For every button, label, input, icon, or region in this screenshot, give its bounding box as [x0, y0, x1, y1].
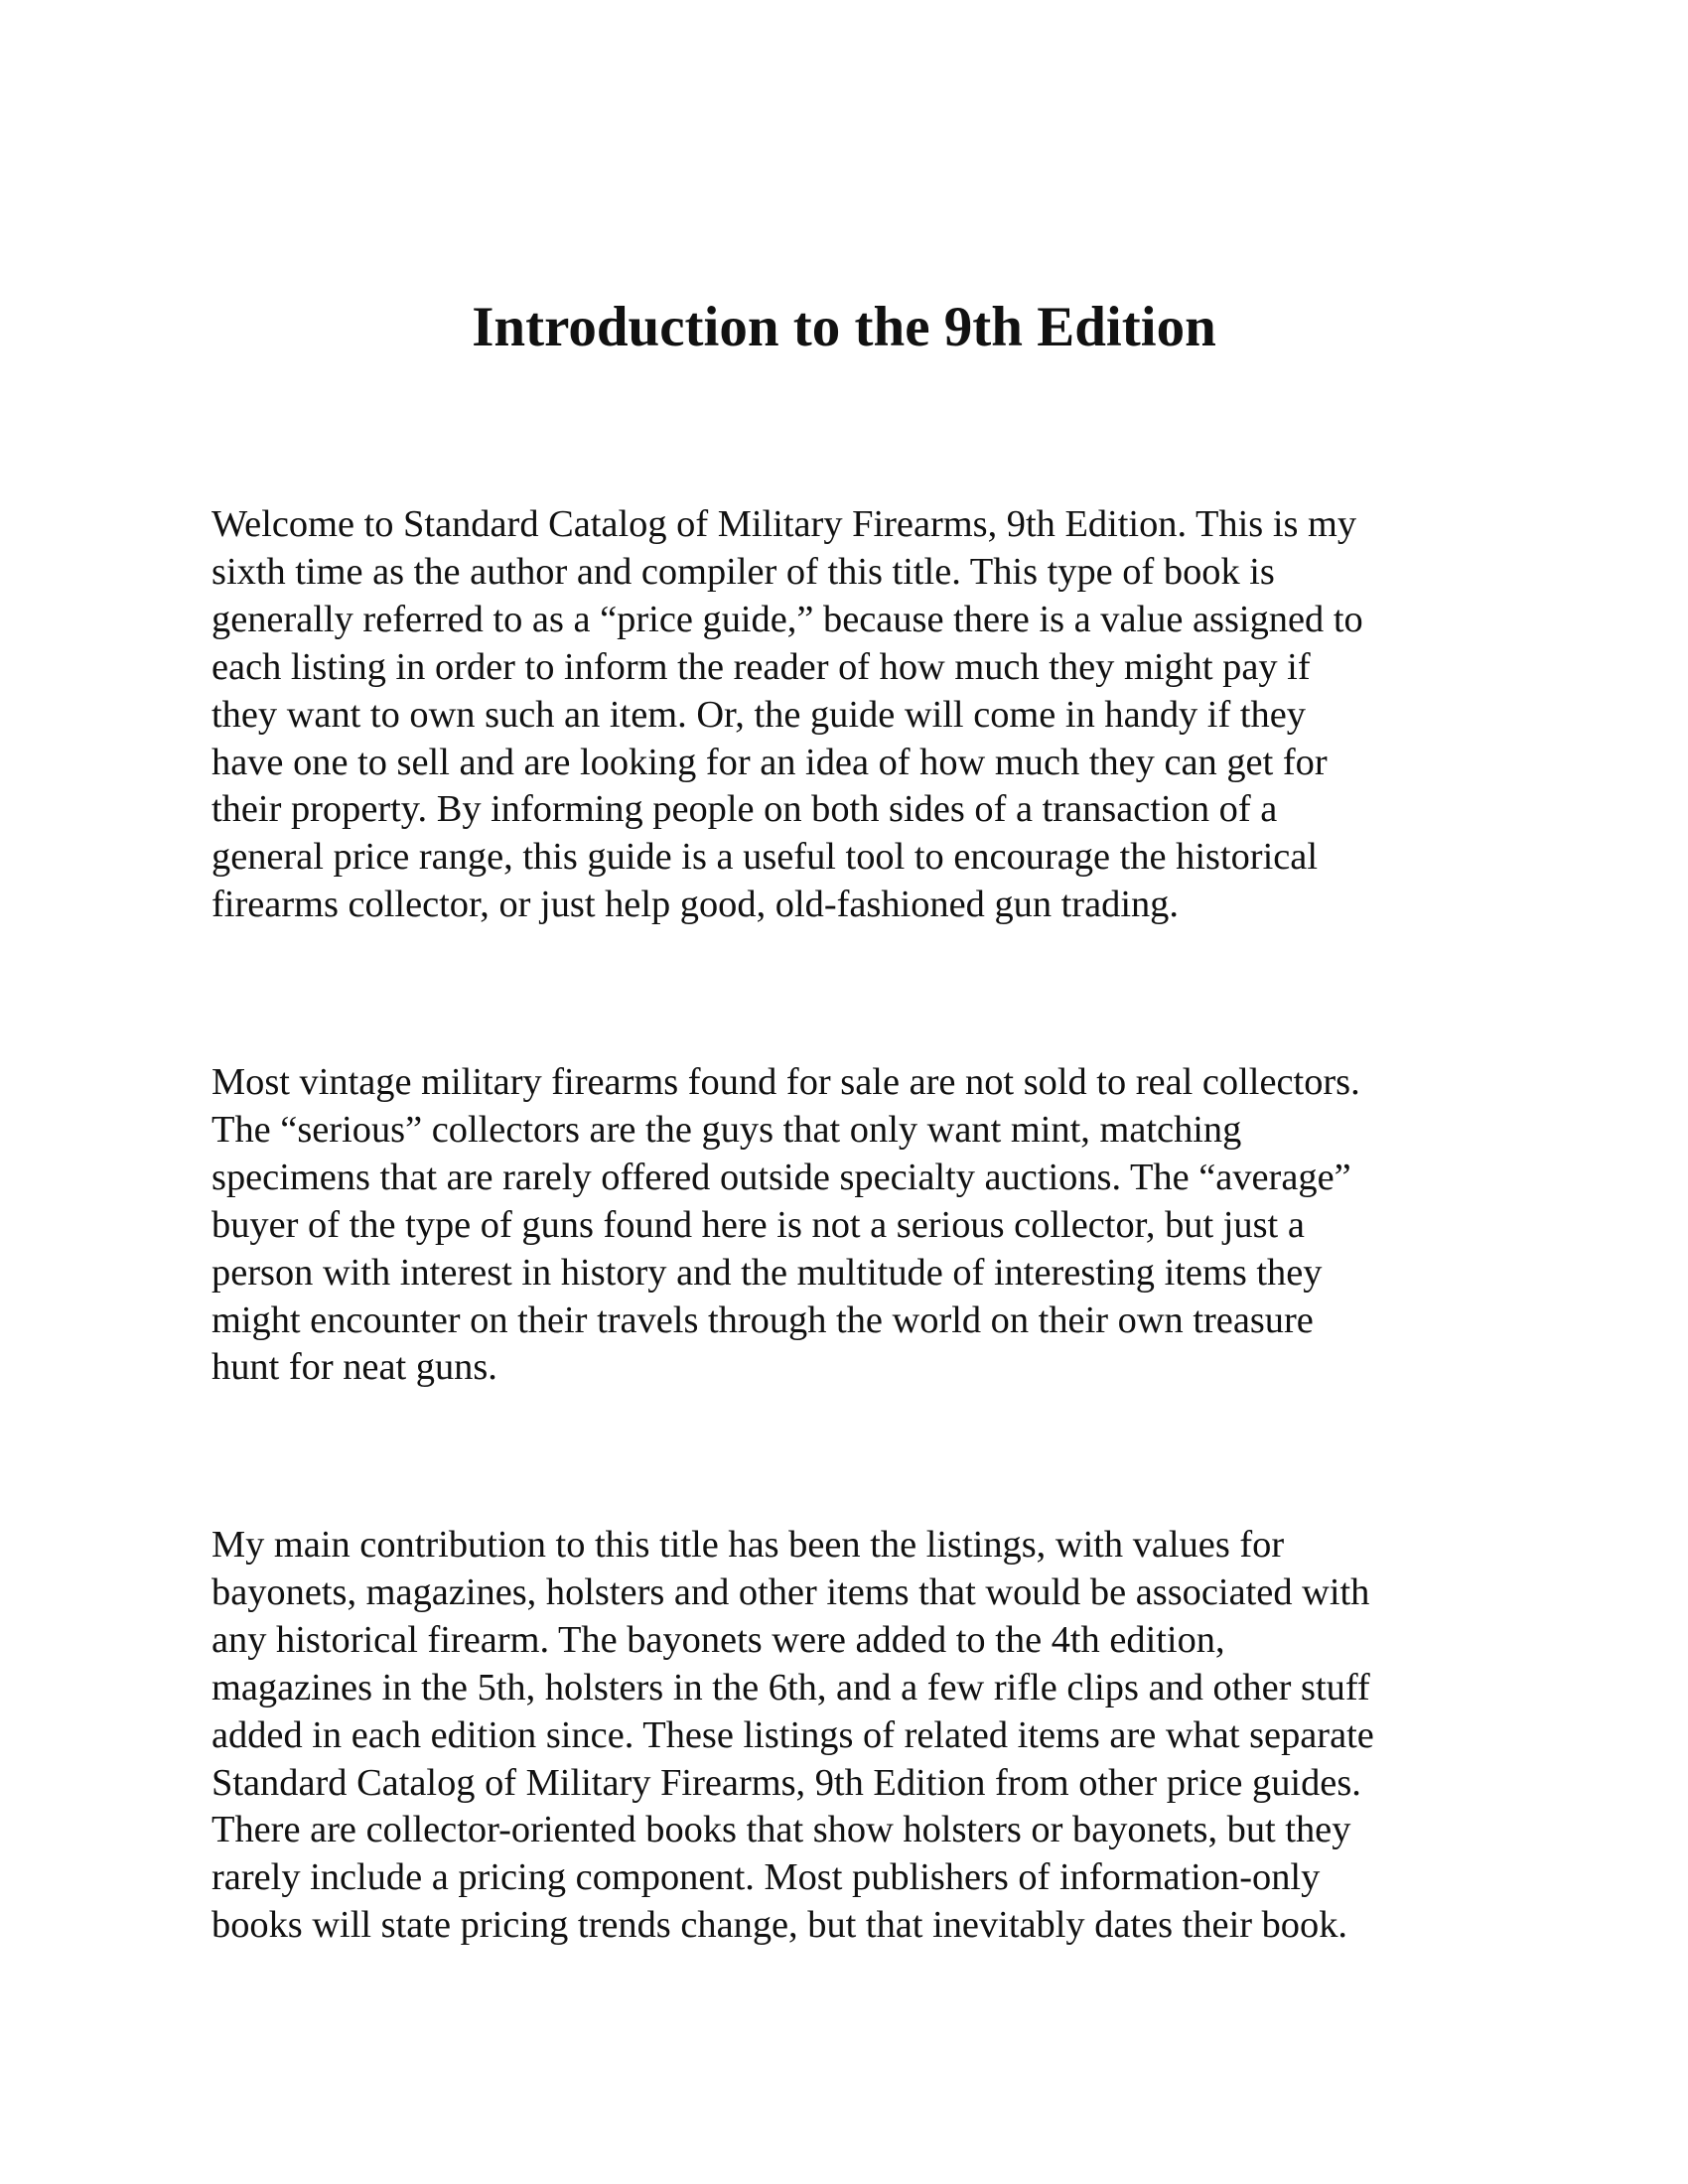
text-line: person with interest in history and the multitude of interesting items they — [211, 1251, 1323, 1294]
text-line: Welcome to Standard Catalog of Military Firearms, 9th Edition. This is my — [211, 503, 1357, 545]
text-line: specimens that are rarely offered outside specialty auctions. The “average” — [211, 1156, 1351, 1198]
text-line: buyer of the type of guns found here is not a serious collector, but just a — [211, 1203, 1305, 1246]
text-line: their property. By informing people on both sides of a transaction of a — [211, 788, 1278, 831]
text-line: hunt for neat guns. — [211, 1346, 497, 1389]
text-line: generally referred to as a “price guide,” because there is a value assigned to — [211, 598, 1363, 640]
text-line: magazines in the 5th, holsters in the 6th, and a few rifle clips and other stuff — [211, 1666, 1370, 1708]
text-line: each listing in order to inform the reader of how much they might pay if — [211, 645, 1311, 688]
text-line: have one to sell and are looking for an idea of how much they can get for — [211, 741, 1328, 783]
body-paragraph — [211, 501, 1502, 929]
page-title: Introduction to the 9th Edition — [472, 296, 1216, 358]
text-line: Standard Catalog of Military Firearms, 9th Edition from other price guides. — [211, 1761, 1361, 1804]
text-line: firearms collector, or just help good, old-fashioned gun trading. — [211, 884, 1179, 926]
text-line: books will state pricing trends change, but that inevitably dates their book. — [211, 1904, 1347, 1947]
text-line: Most vintage military firearms found for sale are not sold to real collectors. — [211, 1061, 1360, 1103]
body-paragraph — [211, 1522, 1502, 1950]
text-line: general price range, this guide is a useful tool to encourage the historical — [211, 836, 1319, 879]
text-line: bayonets, magazines, holsters and other items that would be associated with — [211, 1570, 1370, 1613]
text-line: The “serious” collectors are the guys that only want mint, matching — [211, 1108, 1242, 1151]
text-line: There are collector-oriented books that show holsters or bayonets, but they — [211, 1809, 1351, 1851]
text-line: added in each edition since. These listings of related items are what separate — [211, 1713, 1374, 1756]
text-line: My main contribution to this title has been the listings, with values for — [211, 1524, 1285, 1566]
body-paragraph — [211, 1059, 1502, 1392]
text-line: they want to own such an item. Or, the guide will come in handy if they — [211, 693, 1306, 736]
text-line: might encounter on their travels through the world on their own treasure — [211, 1298, 1314, 1341]
text-line: any historical firearm. The bayonets were added to the 4th edition, — [211, 1618, 1225, 1661]
text-line: sixth time as the author and compiler of this title. This type of book is — [211, 550, 1275, 593]
text-line: rarely include a pricing component. Most publishers of information-only — [211, 1856, 1321, 1899]
